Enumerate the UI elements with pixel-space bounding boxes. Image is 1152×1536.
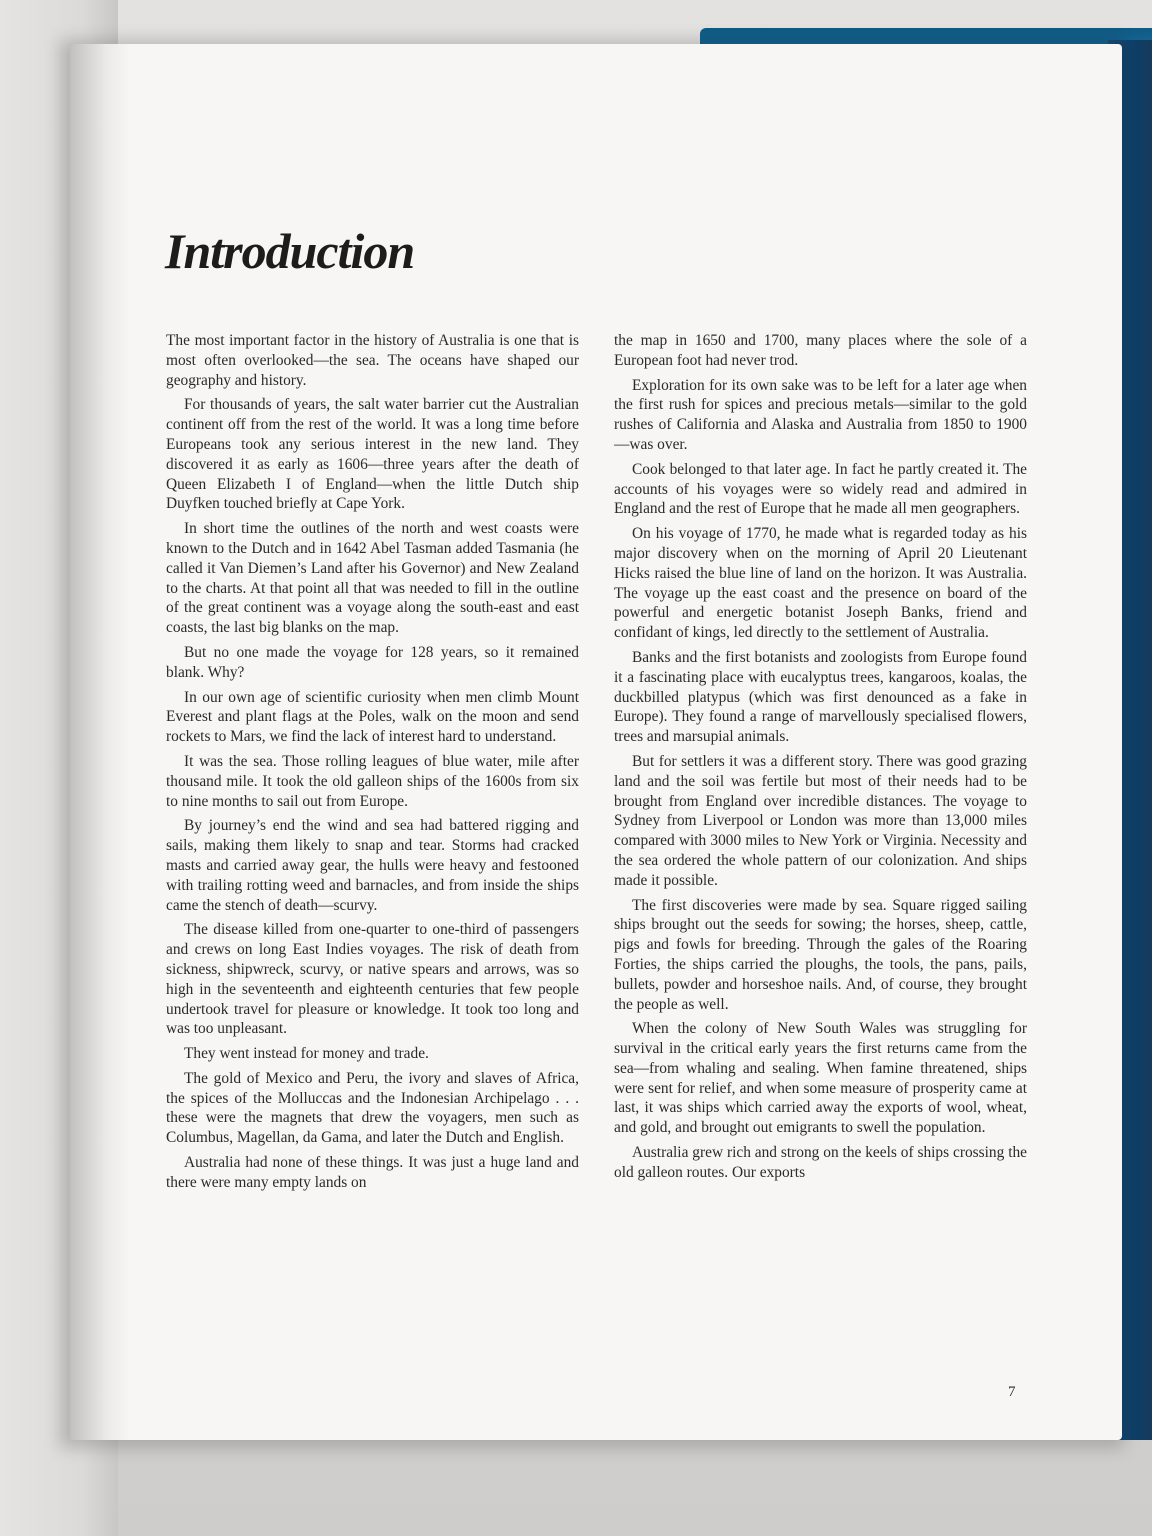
- paragraph: The most important factor in the history of Australia is one that is most often overlooked—the sea. The oceans have shaped our geography and history.: [166, 332, 579, 389]
- paragraph: But for settlers it was a different story. There was good grazing land and the soil was fertile but most of their needs had to be brought from England over incredible distances. The voyage to Sydney from Liverpool or London was more than 13,000 miles compared with 3000 miles to New York or Virginia. Necessity and the sea ordered the whole pattern of our colonization. And ships made it possible.: [614, 752, 1027, 889]
- paragraph: Australia grew rich and strong on the keels of ships crossing the old galleon routes. Our exports: [614, 1144, 1027, 1181]
- paragraph: Exploration for its own sake was to be left for a later age when the first rush for spices and precious metals—similar to the gold rushes of California and Alaska and Australia from 1850 to 1900—was over.: [614, 376, 1027, 453]
- paragraph: The first discoveries were made by sea. Square rigged sailing ships brought out the seeds for sowing; the horses, sheep, cattle, pigs and fowls for breeding. Through the gales of the Roaring Forties, the ships carried the ploughs, the tools, the pans, pails, bullets, powder and horseshoe nails. And, of course, they brought the people as well.: [614, 896, 1027, 1013]
- page-number: 7: [1008, 1384, 1016, 1400]
- paragraph: The disease killed from one-quarter to one-third of passengers and crews on long East Indies voyages. The risk of death from sickness, shipwreck, scurvy, or native spears and arrows, was so high in the seventeenth and eighteenth centuries that few people undertook travel for pleasure or knowledge. It took too long and was too unpleasant.: [166, 921, 579, 1038]
- paragraph: the map in 1650 and 1700, many places where the sole of a European foot had never trod.: [614, 332, 1027, 369]
- left-column: [166, 331, 579, 1371]
- paragraph: It was the sea. Those rolling leagues of blue water, mile after thousand mile. It took the old galleon ships of the 1600s from six to nine months to sail out from Europe.: [166, 752, 579, 810]
- paragraph: Cook belonged to that later age. In fact he partly created it. The accounts of his voyages were so widely read and admired in England and the rest of Europe that he made all men geographers.: [614, 460, 1027, 518]
- paragraph: In short time the outlines of the north and west coasts were known to the Dutch and in 1642 Abel Tasman added Tasmania (he called it Van Diemen’s Land after his Governor) and New Zealand to the charts. At that point all that was needed to fill in the outline of the great continent was a voyage along the south-east and east coasts, the last big blanks on the map.: [166, 520, 579, 637]
- paragraph: Banks and the first botanists and zoologists from Europe found it a fascinating place with eucalyptus trees, kangaroos, koalas, the duckbilled platypus (which was first denounced as a fake in Europe). They found a range of marvellously specialised flowers, trees and marsupial animals.: [614, 648, 1027, 746]
- paragraph: When the colony of New South Wales was struggling for survival in the critical early years the first returns came from the sea—from whaling and sealing. When famine threatened, ships were sent for relief, and when some measure of prosperity came at last, it was ships which carried away the exports of wool, wheat, and gold, and brought out emigrants to swell the population.: [614, 1020, 1027, 1137]
- paragraph: The gold of Mexico and Peru, the ivory and slaves of Africa, the spices of the Molluccas and the Indonesian Archipelago . . . these were the magnets that drew the voyagers, men such as Columbus, Magellan, da Gama, and later the Dutch and English.: [166, 1069, 579, 1147]
- paragraph: By journey’s end the wind and sea had battered rigging and sails, making them likely to snap and tear. Storms had cracked masts and carried away gear, the hulls were heavy and festooned with trailing rotting weed and barnacles, and from inside the ships came the stench of death—scurvy.: [166, 817, 579, 914]
- paragraph: On his voyage of 1770, he made what is regarded today as his major discovery when on the morning of April 20 Lieutenant Hicks raised the blue line of land on the horizon. It was Australia. The voyage up the east coast and the presence on board of the powerful and energetic botanist Joseph Banks, friend and confidant of kings, led directly to the settlement of Australia.: [614, 525, 1027, 642]
- page-gutter-shadow: [70, 44, 130, 1440]
- paragraph: Australia had none of these things. It was just a huge land and there were many empty lands on: [166, 1154, 579, 1191]
- paragraph: For thousands of years, the salt water barrier cut the Australian continent off from the rest of the world. It was a long time before Europeans took any serious interest in the new land. They discovered it as early as 1606—three years after the death of Queen Elizabeth I of England—when the little Dutch ship Duyfken touched briefly at Cape York.: [166, 396, 579, 513]
- right-column: [614, 331, 1027, 1371]
- page-title: Introduction: [165, 223, 415, 279]
- paragraph: In our own age of scientific curiosity when men climb Mount Everest and plant flags at the Poles, walk on the moon and send rockets to Mars, we find the lack of interest hard to understand.: [166, 688, 579, 746]
- paragraph: They went instead for money and trade.: [184, 1045, 429, 1063]
- paragraph: But no one made the voyage for 128 years, so it remained blank. Why?: [166, 643, 579, 681]
